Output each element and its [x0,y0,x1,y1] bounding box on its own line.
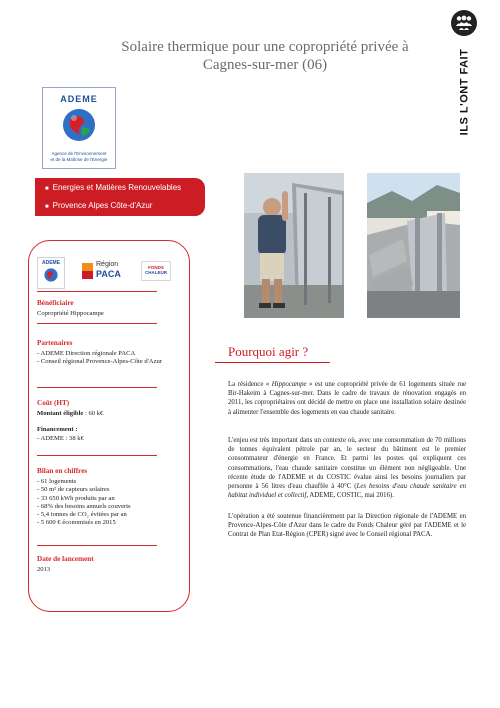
ademe-logo-name: ADEME [60,94,98,104]
p2-main: L'enjeu est très important dans un contexte où, avec une consommation de 70 millions de tonnes équivalent pétrole par an, le secteur du bâtiment est le premier consommateur d'énergie en France. Et parmi les postes qui expliquent ces consommations, l'eau chaude sanitaire constitue un élément non négligeable. Une récente étude de l'ADEME et du COSTIC évalue ainsi les besoins journaliers par personne à 56 litres d'eau chauffée à 40°C ( [228,437,466,491]
paragraph-1 [228,380,466,417]
bilan-item: - 50 m² de capteurs solaires [37,486,185,494]
lancement-title: Date de lancement [37,555,94,563]
region-square-icon [82,263,93,279]
people-badge-icon [451,10,477,36]
partner-logos [37,257,182,289]
fonds-chaleur-logo [141,261,171,281]
region-logo-top: Région [96,261,119,268]
photo-worker-panel [244,173,344,318]
lancement-text: 2013 [37,566,51,574]
bilan-item: - 5 600 € économisés en 2015 [37,519,185,527]
ademe-small-logo [37,257,65,289]
section-partenaires [37,329,185,367]
ademe-logo-caption-line1: Agence de l'Environnement [51,151,107,156]
p1-after: » est une copropriété privée de 61 logements située rue Bir-Hakeim à Cagnes-sur-mer. Dans le cadre de travaux de rénovation engagés en 2011, les copropriétaires ont décidé de mettre en place une installation solaire destinée à alimenter l'ensemble des logements en eau chaude sanitaire. [228,381,466,416]
page-title-line1: Solaire thermique pour une copropriété privée à [121,39,409,55]
bilan-item: - 33 650 kWh produits par an [37,495,185,503]
partenaires-title: Partenaires [37,339,73,347]
theme-tag-region: ■ Provence Alpes Côte-d'Azur [45,201,152,210]
beneficiaire-text: Copropriété Hippocampe [37,310,104,318]
ademe-logo-caption-line2: et de la Maîtrise de l'Energie [50,157,108,162]
bilan-item: - 5,4 tonnes de CO₂ évitées par an [37,511,185,519]
beneficiaire-title: Bénéficiaire [37,299,74,307]
fonds-logo-line2: CHALEUR [145,270,167,275]
financement-item: - ADEME : 38 k€ [37,435,185,443]
page-title-line2: Cagnes-sur-mer (06) [202,57,328,73]
ademe-globe-icon [44,268,58,282]
region-paca-logo [82,261,126,283]
cout-title: Coût (HT) [37,399,70,407]
theme-tag-energy: ■ Energies et Matières Renouvelables [45,183,181,192]
ademe-small-logo-name: ADEME [41,260,61,266]
p2-end: , ADEME, COSTIC, mai 2016). [306,492,394,500]
financement-label: Financement : [37,426,78,434]
p1-before: La résidence « [228,381,272,388]
montant-label: Montant éligible [37,410,84,418]
section-beneficiaire [37,293,185,318]
montant-line [37,410,185,418]
info-card [28,240,190,612]
side-tag [448,46,480,138]
section-cout [37,389,185,443]
partenaire-item: - Conseil régional Provence-Alpes-Côte d'Azur [37,358,185,366]
ademe-logo [42,87,116,169]
page-title [90,38,440,74]
section-bilan [37,457,185,527]
section-heading: Pourquoi agir ? [228,344,309,359]
region-logo-bottom: PACA [96,269,121,279]
p2-italic: Les besoins d'eau chaude sanitaire en habitat individuel et collectif [228,483,466,500]
fonds-logo-line1: FONDS [148,265,164,270]
partenaire-item: - ADEME Direction régionale PACA [37,350,185,358]
bilan-title: Bilan en chiffres [37,467,88,475]
paragraph-2 [228,436,466,500]
p1-italic: Hippocampe [271,381,307,388]
heading-rule [215,362,330,363]
theme-band [35,178,205,216]
side-tag-label: ILS L'ONT FAIT [458,48,470,136]
bilan-item: - 61 logements [37,478,185,486]
photo-solar-collectors [367,173,460,318]
montant-value: : 60 k€ [83,410,104,418]
section-lancement [37,549,185,574]
bilan-item: - 68% des besoins annuels couverts [37,503,185,511]
paragraph-3: L'opération a été soutenue financièrement par la Direction régionale de l'ADEME en Provence-Alpes-Côte d'Azur dans le cadre du Fonds Chaleur géré par l'ADEME et le Contrat de Plan Etat-Région (CPER) signé avec le Conseil régional PACA. [228,513,466,539]
ademe-globe-icon [62,108,96,142]
